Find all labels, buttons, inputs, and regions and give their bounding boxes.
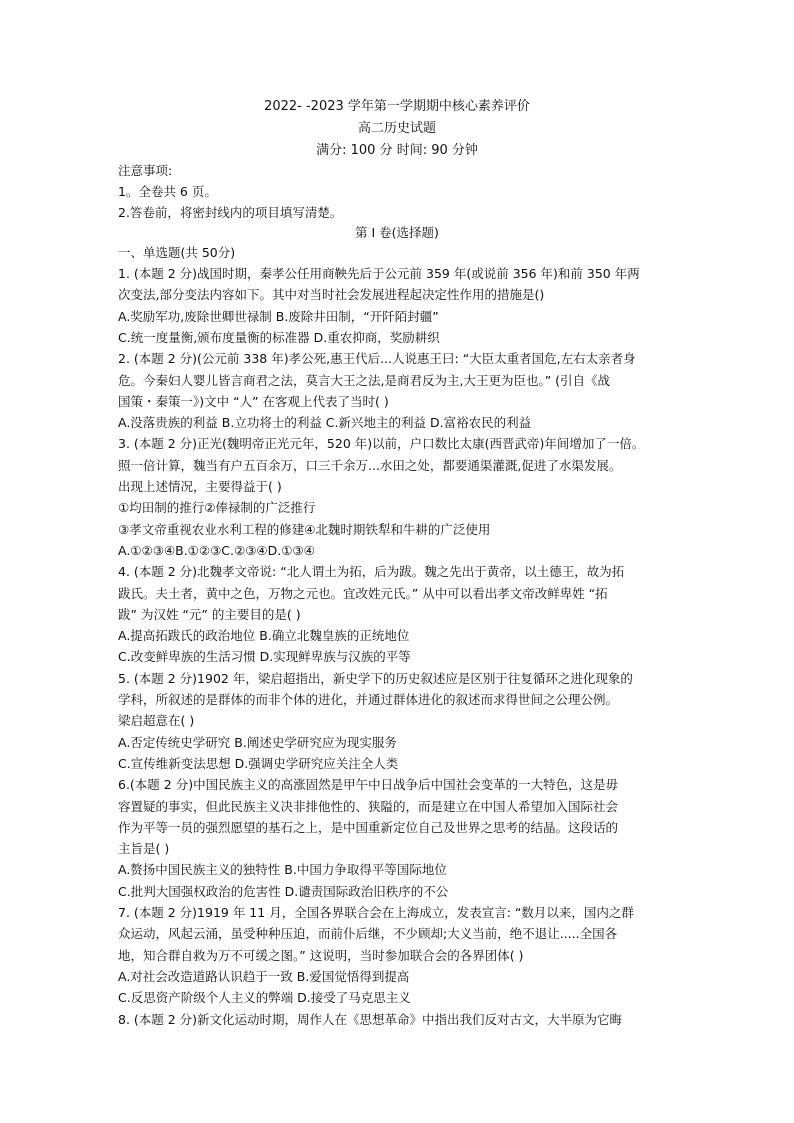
question-line: C.统一度量衡,颁布度量衡的标准器 D.重农抑商，奖励耕织	[118, 329, 440, 345]
question-line: 1. (本题 2 分)战国时期，秦孝公任用商鞅先后于公元前 359 年(或说前 356 年)和前 350 年两	[118, 266, 640, 281]
notes-heading: 注意事项:	[118, 163, 173, 178]
question-line: A.否定传统史学研究 B.阐述史学研究应为现实服务	[118, 734, 397, 750]
exam-title: 2022- -2023 学年第一学期期中核心素养评价	[264, 99, 530, 114]
question-line: 7. (本题 2 分)1919 年 11 月，全国各界联合会在上海成立，发表宣言: “数月以来，国内之群	[118, 905, 634, 920]
question-line: 次变法,部分变法内容如下。其中对当时社会发展进程起决定性作用的措施是()	[118, 287, 545, 303]
question-line: 5. (本题 2 分)1902 年，梁启超指出，新史学下的历史叙述应是区别于往复循环之进化现象的	[118, 670, 633, 686]
question-line: A.提高拓跋氏的政治地位 B.确立北魏皇族的正统地位	[118, 628, 410, 644]
question-line: ③孝文帝重视农业水利工程的修建④北魏时期铁犁和牛耕的广泛使用	[118, 521, 491, 537]
question-line: C.批判大国强权政治的危害性 D.谴责国际政治旧秩序的不公	[118, 883, 449, 899]
question-line: C.改变鲜卑族的生活习惯 D.实现鲜卑族与汉族的平等	[118, 649, 411, 665]
question-line: A.①②③④B.①②③C.②③④D.①③④	[118, 542, 315, 558]
question-line: 主旨是( )	[118, 841, 170, 857]
question-line: 8. (本题 2 分)新文化运动时期，周作人在《思想革命》中指出我们反对古文，大半原为它晦	[118, 1011, 623, 1027]
question-line: 跋氏。夫土者，黄中之色，万物之元也。宜改姓元氏。” 从中可以看出孝文帝改鲜卑姓 “拓	[118, 585, 608, 601]
question-line: 梁启超意在( )	[118, 713, 195, 729]
question-line: ①均田制的推行②俸禄制的广泛推行	[118, 500, 316, 516]
question-line: 国策・秦策一》)文中 “人” 在客观上代表了当时( )	[118, 393, 389, 409]
question-line: A.赘扬中国民族主义的独特性 B.中国力争取得平等国际地位	[118, 862, 447, 878]
question-line: 出现上述情况，主要得益于( )	[118, 479, 282, 494]
question-line: 3. (本题 2 分)正光(魏明帝正光元年，520 年)以前，户口数比太康(西晋武帝)年间增加了一倍。	[118, 436, 645, 452]
question-line: 学科，所叙述的是群体的而非个体的进化，并通过群体进化的叙述而求得世间之公理公例。	[118, 692, 619, 707]
note-item: 1。全卷共 6 页。	[118, 184, 217, 199]
question-line: 跋” 为汉姓 “元” 的主要目的是( )	[118, 606, 301, 622]
question-line: 危。今秦妇人婴儿皆言商君之法，莫言大王之法,是商君反为主,大王更为臣也。” (引自《战	[118, 372, 611, 388]
exam-meta: 满分: 100 分 时间: 90 分钟	[316, 143, 478, 158]
volume-title: 第 I 卷(选择题)	[355, 225, 439, 240]
exam-subtitle: 高二历史试题	[357, 121, 436, 136]
question-line: C.反思资产阶级个人主义的弊端 D.接受了马克思主义	[118, 990, 411, 1006]
question-line: C.宣传维新变法思想 D.强调史学研究应关注全人类	[118, 755, 399, 771]
question-line: 作为平等一员的强烈愿望的基石之上，是中国重新定位自己及世界之思考的结晶。这段话的	[118, 819, 619, 835]
question-line: A.奖励军功,废除世卿世禄制 B.废除井田制，“开阡陌封疆”	[118, 308, 439, 324]
question-line: 容置疑的事实，但此民族主义决非排他性的、狭隘的，而是建立在中国人希望加入国际社会	[118, 798, 619, 814]
question-line: 众运动，风起云涌，虽受种种压迫，而前仆后继，不少顾却;大义当前，绝不退让.....全国各	[118, 926, 618, 942]
question-line: 4. (本题 2 分)北魏孝文帝说: “北人谓土为拓，后为跋。魏之先出于黄帝，以土德王，故为拓	[118, 564, 625, 580]
question-line: A.没落贵族的利益 B.立功将士的利益 C.新兴地主的利益 D.富裕农民的利益	[118, 415, 532, 431]
section-title: 一、单选题(共 50分)	[118, 245, 236, 260]
question-line: A.对社会改造道路认识趋于一致 B.爱国觉悟得到提高	[118, 968, 410, 984]
question-line: 照一倍计算，魏当有户五百余万，口三千余万...水田之处，都要通渠灌溉,促进了水渠发展。	[118, 457, 622, 473]
question-line: 6.(本题 2 分)中国民族主义的高涨固然是甲午中日战争后中国社会变革的一大特色，这是毋	[118, 777, 619, 793]
question-line: 2. (本题 2 分)(公元前 338 年)孝公死,惠王代后...人说惠王曰: “大臣太重者国危,左右太亲者身	[118, 351, 636, 367]
note-item: 2.答卷前，将密封线内的项目填写清楚。	[118, 205, 343, 220]
question-line: 地，知合群自救为万不可缓之图。” 这说明，当时参加联合会的各界团体( )	[118, 947, 524, 963]
